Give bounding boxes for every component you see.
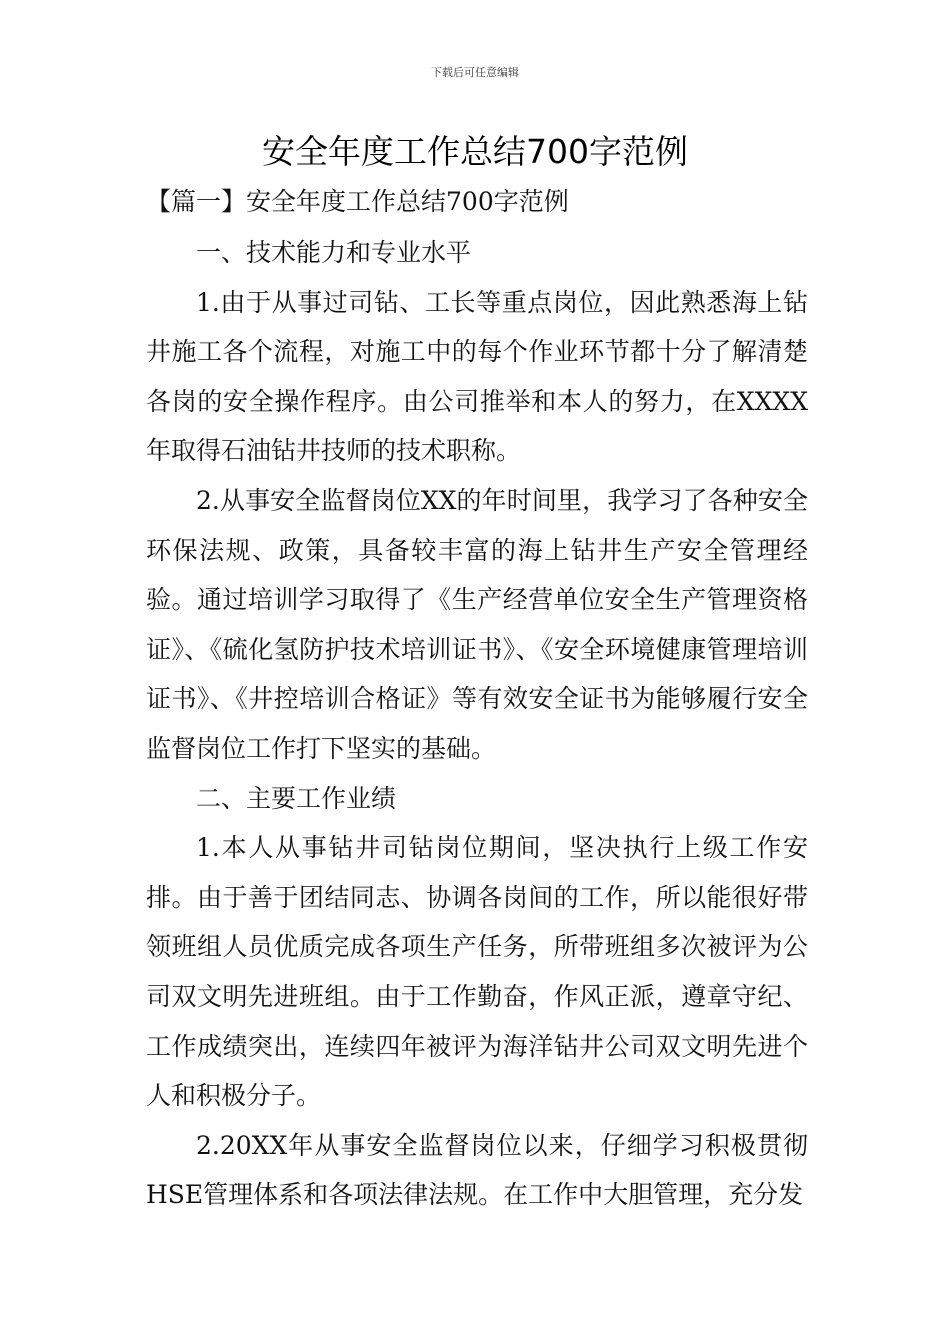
paragraph: 1.本人从事钻井司钻岗位期间，坚决执行上级工作安排。由于善于团结同志、协调各岗间的工作，所以能很好带领班组人员优质完成各项生产任务，所带班组多次被评为公司双文明先进班组。由于工作勤奋，作风正派，遵章守纪、工作成绩突出，连续四年被评为海洋钻井公司双文明先进个人和积极分子。 [146, 833, 808, 1111]
section-heading-1: 一、技术能力和专业水平 [196, 238, 472, 267]
section-heading-2: 二、主要工作业绩 [196, 783, 397, 813]
document-title: 安全年度工作总结700字范例 [262, 132, 688, 171]
header-note: 下载后可任意编辑 [431, 66, 519, 79]
document-subtitle: 【篇一】安全年度工作总结700字范例 [146, 187, 569, 216]
paragraph: 1.由于从事过司钻、工长等重点岗位，因此熟悉海上钻井施工各个流程，对施工中的每个作业环节都十分了解清楚各岗的安全操作程序。由公司推举和本人的努力，在XXXX年取得石油钻井技师的技术职称。 [146, 287, 808, 466]
paragraph: 2.20XX年从事安全监督岗位以来，仔细学习积极贯彻HSE管理体系和各项法律法规。在工作中大胆管理，充分发 [146, 1130, 808, 1210]
paragraph: 2.从事安全监督岗位XX的年时间里，我学习了各种安全环保法规、政策，具备较丰富的海上钻井生产安全管理经验。通过培训学习取得了《生产经营单位安全生产管理资格证》、《硫化氢防护技术培训证书》、《安全环境健康管理培训证书》、《井控培训合格证》等有效安全证书为能够履行安全监督岗位工作打下坚实的基础。 [146, 485, 808, 763]
document-body [146, 228, 808, 1220]
